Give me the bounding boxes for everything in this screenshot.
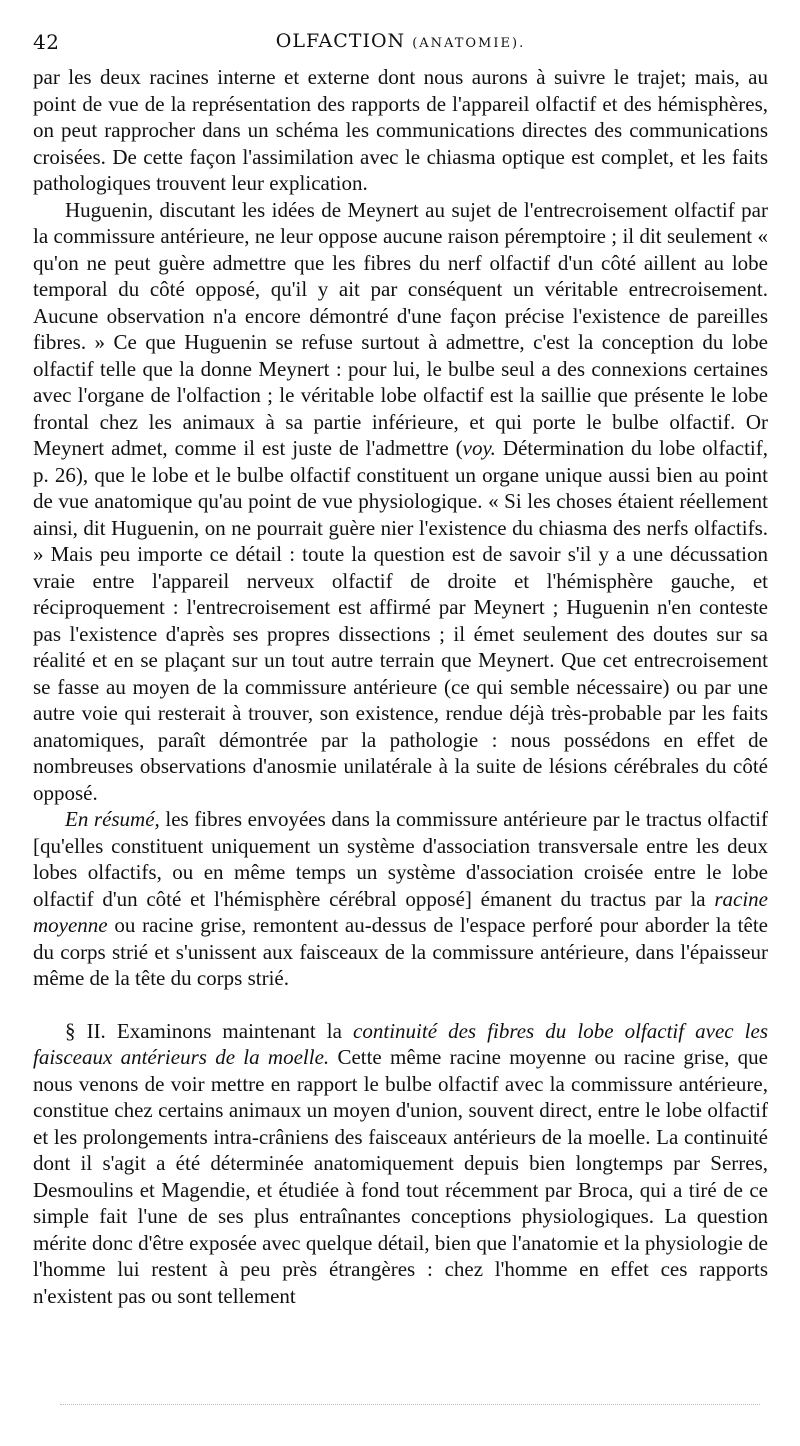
paragraph-3-text-b: ou racine grise, remontent au-dessus de l'espace perforé pour aborder la tête du corps strié et s'unissent aux faisceaux de la commissure antérieure, dans l'épaisseur même de la tête du corps strié. [33,913,768,990]
running-header [33,30,768,62]
paragraph-3-lead: En résumé, [65,807,160,831]
bottom-scan-rule [60,1404,760,1405]
paragraph-3-text-a: les fibres envoyées dans la commissure antérieure par le tractus olfactif [qu'elles constituent uniquement un système d'association transversale entre les deux lobes olfactifs, ou en même temps un système d'association croisée entre le lobe olfactif d'un côté et l'hémisphère cérébral opposé] émanent du tractus par la [33,807,768,911]
section-2-heading: § II. Examinons maintenant la [65,1018,354,1043]
paragraph-1 [33,64,768,197]
section-2-paragraph [33,1018,768,1310]
running-title-sub: (ANATOMIE). [412,36,526,51]
paragraph-3 [33,806,768,992]
page-number: 42 [33,30,60,54]
running-title [33,30,768,52]
paragraph-2 [33,197,768,807]
section-2-emphasis: continuité des fibres du lobe olfactif avec les faisceaux antérieurs de la moelle. [33,1018,769,1069]
paragraph-3-emphasis: racine moyenne [33,886,768,937]
paragraph-2-text: Huguenin, discutant les idées de Meynert au sujet de l'entrecroisement olfactif par la commissure antérieure, ne leur oppose aucune raison péremptoire ; il dit seulement « qu'on ne peut guère admettre que les fibres du nerf olfactif d'un côté aillent au lobe temporal du côté opposé, qu'il y ait par conséquent un véritable entrecroisement. Aucune observation n'a encore démontré d'une façon précise l'existence de pareilles fibres. » Ce que Huguenin se refuse surtout à admettre, c'est la conception du lobe olfactif telle que la donne Meynert : pour lui, le bulbe seul a des connexions certaines avec l'organe de l'olfaction ; le véritable lobe olfactif est la saillie que présente le lobe frontal chez les animaux à sa partie inférieure, et qui porte le bulbe olfactif. Or Meynert admet, comme il est juste de l'admettre ( [33,197,768,460]
paragraph-2-continuation: Détermination du lobe olfactif, p. 26), que le lobe et le bulbe olfactif constituent un organe unique aussi bien au point de vue anatomique qu'au point de vue physiologique. « Si les choses étaient réellement ainsi, dit Huguenin, on ne pourrait guère nier l'existence du chiasma des nerfs olfactifs. » Mais peu importe ce détail : toute la question est de savoir s'il y a une décussation vraie entre l'appareil nerveux olfactif de droite et l'hémisphère gauche, et réciproquement : l'entrecroisement est affirmé par Meynert ; Huguenin n'en conteste pas l'existence d'après ses propres dissections ; il émet seulement des doutes sur sa réalité et en se plaçant sur un tout autre terrain que Meynert. Que cet entrecroisement se fasse au moyen de la commissure antérieure (ce qui semble nécessaire) ou par une autre voie qui resterait à trouver, son existence, rendue déjà très-probable par les faits anatomiques, paraît démontrée par la pathologie : nous possédons en effet de nombreuses observations d'anosmie unilatérale à la suite de lésions cérébrales du côté opposé. [33,436,768,805]
running-title-main: OLFACTION [275,30,406,52]
paragraph-1-text: par les deux racines interne et externe dont nous aurons à suivre le trajet; mais, au point de vue de la représentation des rapports de l'appareil olfactif et des hémisphères, on peut rapprocher dans un schéma les communications directes des communications croisées. De cette façon l'assimilation avec le chiasma optique est complet, et les faits pathologiques trouvent leur explication. [33,65,768,195]
section-2-text: Cette même racine moyenne ou racine grise, que nous venons de voir mettre en rapport le bulbe olfactif avec la commissure antérieure, constitue chez certains animaux un moyen d'union, souvent direct, entre le lobe olfactif et les prolongements intra-crâniens des faisceaux antérieurs de la moelle. La continuité dont il s'agit a été déterminée anatomiquement depuis bien longtemps par Serres, Desmoulins et Magendie, et étudiée à fond tout récemment par Broca, qui a tiré de ce simple fait l'une de ses plus entraînantes conceptions physiologiques. La question mérite donc d'être exposée avec quelque détail, bien que l'anatomie et la physiologie de l'homme lui restent à peu près étrangères : chez l'homme en effet ces rapports n'existent pas ou sont tellement [33,1045,769,1308]
page-body [33,64,768,1309]
paragraph-2-voy: voy. [462,436,496,460]
